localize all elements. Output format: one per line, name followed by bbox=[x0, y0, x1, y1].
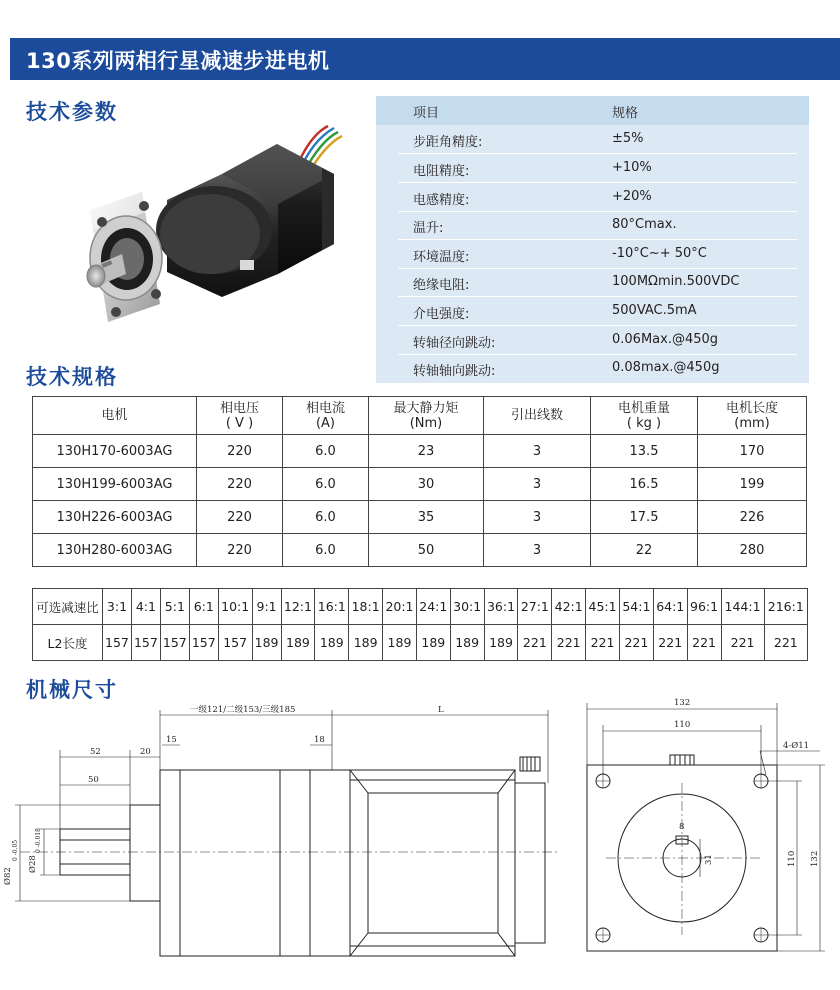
params-header-spec: 规格 bbox=[612, 106, 639, 121]
ratio-cell: 3:1 bbox=[103, 589, 132, 625]
param-value: 500VAC.5mA bbox=[612, 303, 697, 318]
ratio-cell: 12:1 bbox=[281, 589, 315, 625]
dim-18: 18 bbox=[314, 735, 325, 745]
length-cell: 189 bbox=[383, 625, 417, 661]
ratio-cell: 144:1 bbox=[721, 589, 764, 625]
spec-table-header bbox=[33, 397, 807, 435]
dim-d28: Ø28 bbox=[28, 855, 38, 873]
col-header-current: 相电流 (A) bbox=[283, 397, 369, 435]
params-header-item: 项目 bbox=[413, 106, 440, 121]
reducer-flange bbox=[130, 805, 160, 901]
table-row bbox=[33, 534, 807, 567]
params-row bbox=[376, 154, 809, 183]
cell-weight: 13.5 bbox=[591, 435, 698, 468]
table-row bbox=[33, 501, 807, 534]
length-cell: 221 bbox=[653, 625, 687, 661]
dim-31: 31 bbox=[704, 854, 714, 865]
length-cell: 157 bbox=[160, 625, 189, 661]
params-row bbox=[376, 297, 809, 326]
param-label: 介电强度: bbox=[413, 307, 470, 322]
dim-20: 20 bbox=[140, 747, 151, 757]
cell-weight: 17.5 bbox=[591, 501, 698, 534]
length-cell: 189 bbox=[484, 625, 518, 661]
params-row bbox=[376, 183, 809, 212]
params-header-row bbox=[376, 96, 809, 125]
ratio-cell: 96:1 bbox=[687, 589, 721, 625]
param-value: 80°Cmax. bbox=[612, 217, 677, 232]
dim-d82-tol: 0 -0.05 bbox=[12, 839, 19, 861]
ratio-cell: 18:1 bbox=[349, 589, 383, 625]
ratio-cell: 42:1 bbox=[552, 589, 586, 625]
motor-end-cap bbox=[515, 783, 545, 943]
length-cell: 189 bbox=[349, 625, 383, 661]
cell-weight: 16.5 bbox=[591, 468, 698, 501]
tech-specs-heading: 技术规格 bbox=[26, 365, 118, 389]
length-cell: 221 bbox=[518, 625, 552, 661]
col-header-leads: 引出线数 bbox=[484, 397, 591, 435]
dim-d28-tol: 0 -0.018 bbox=[35, 828, 42, 853]
cell-torque: 30 bbox=[369, 468, 484, 501]
page-title: 130系列两相行星减速步进电机 bbox=[26, 49, 330, 73]
length-cell: 189 bbox=[416, 625, 450, 661]
param-value: -10°C~+ 50°C bbox=[612, 246, 707, 261]
length-cell: 221 bbox=[687, 625, 721, 661]
param-label: 温升: bbox=[413, 221, 444, 236]
cell-voltage: 220 bbox=[197, 435, 283, 468]
cell-model: 130H199-6003AG bbox=[33, 468, 197, 501]
mechanical-drawing bbox=[0, 695, 840, 990]
length-cell: 221 bbox=[619, 625, 653, 661]
ratio-label: 可选减速比 bbox=[33, 589, 103, 625]
param-value: +10% bbox=[612, 160, 652, 175]
motor-photo bbox=[72, 122, 362, 347]
spec-table bbox=[32, 396, 807, 567]
params-panel bbox=[376, 96, 809, 383]
params-row bbox=[376, 354, 809, 383]
cell-length: 199 bbox=[698, 468, 807, 501]
ratio-cell: 10:1 bbox=[218, 589, 252, 625]
length-cell: 221 bbox=[721, 625, 764, 661]
cell-leads: 3 bbox=[484, 501, 591, 534]
dim-d82: Ø82 bbox=[3, 867, 13, 885]
dim-50: 50 bbox=[88, 775, 99, 785]
param-label: 步距角精度: bbox=[413, 135, 483, 150]
param-value: +20% bbox=[612, 189, 652, 204]
dim-110-top: 110 bbox=[674, 720, 691, 730]
dim-52: 52 bbox=[90, 747, 101, 757]
dim-132-top: 132 bbox=[674, 698, 691, 708]
cell-current: 6.0 bbox=[283, 501, 369, 534]
cell-torque: 50 bbox=[369, 534, 484, 567]
cell-length: 170 bbox=[698, 435, 807, 468]
ratio-cell: 45:1 bbox=[586, 589, 620, 625]
length-cell: 157 bbox=[131, 625, 160, 661]
param-label: 绝缘电阻: bbox=[413, 278, 470, 293]
ratio-cell: 216:1 bbox=[764, 589, 807, 625]
cell-model: 130H280-6003AG bbox=[33, 534, 197, 567]
cell-weight: 22 bbox=[591, 534, 698, 567]
col-header-torque: 最大静力矩 (Nm) bbox=[369, 397, 484, 435]
length-row bbox=[33, 625, 808, 661]
param-label: 电阻精度: bbox=[413, 164, 470, 179]
length-label: L2长度 bbox=[33, 625, 103, 661]
cell-voltage: 220 bbox=[197, 468, 283, 501]
cell-length: 280 bbox=[698, 534, 807, 567]
dim-L: L bbox=[438, 705, 444, 715]
gearbox-body bbox=[160, 770, 350, 956]
ratio-cell: 24:1 bbox=[416, 589, 450, 625]
dim-110-side: 110 bbox=[787, 850, 797, 867]
table-row bbox=[33, 468, 807, 501]
cell-voltage: 220 bbox=[197, 501, 283, 534]
tech-params-heading: 技术参数 bbox=[26, 100, 118, 124]
params-row bbox=[376, 211, 809, 240]
length-cell: 221 bbox=[764, 625, 807, 661]
ratio-cell: 6:1 bbox=[189, 589, 218, 625]
ratio-cell: 27:1 bbox=[518, 589, 552, 625]
ratio-cell: 5:1 bbox=[160, 589, 189, 625]
col-header-motor: 电机 bbox=[33, 397, 197, 435]
ratio-cell: 20:1 bbox=[383, 589, 417, 625]
cell-model: 130H226-6003AG bbox=[33, 501, 197, 534]
ratio-cell: 36:1 bbox=[484, 589, 518, 625]
param-label: 电感精度: bbox=[413, 193, 470, 208]
motor-body bbox=[350, 770, 515, 956]
length-cell: 157 bbox=[189, 625, 218, 661]
ratio-cell: 54:1 bbox=[619, 589, 653, 625]
length-cell: 189 bbox=[281, 625, 315, 661]
col-header-weight: 电机重量 ( kg ) bbox=[591, 397, 698, 435]
param-value: ±5% bbox=[612, 131, 644, 146]
dim-15: 15 bbox=[166, 735, 177, 745]
mech-dims-heading: 机械尺寸 bbox=[26, 678, 118, 702]
length-cell: 157 bbox=[103, 625, 132, 661]
col-header-voltage: 相电压 ( V ) bbox=[197, 397, 283, 435]
length-cell: 157 bbox=[218, 625, 252, 661]
param-label: 环境温度: bbox=[413, 250, 470, 265]
cell-leads: 3 bbox=[484, 435, 591, 468]
cell-leads: 3 bbox=[484, 468, 591, 501]
cell-torque: 23 bbox=[369, 435, 484, 468]
title-bar bbox=[10, 38, 840, 80]
ratio-cell: 4:1 bbox=[131, 589, 160, 625]
param-value: 100MΩmin.500VDC bbox=[612, 274, 740, 289]
table-row bbox=[33, 435, 807, 468]
ratio-cell: 16:1 bbox=[315, 589, 349, 625]
dim-holes: 4-Ø11 bbox=[783, 741, 810, 751]
cell-current: 6.0 bbox=[283, 468, 369, 501]
cell-voltage: 220 bbox=[197, 534, 283, 567]
cell-model: 130H170-6003AG bbox=[33, 435, 197, 468]
length-cell: 189 bbox=[450, 625, 484, 661]
param-value: 0.06Max.@450g bbox=[612, 332, 719, 347]
dim-key: 8 bbox=[679, 822, 685, 832]
ratio-table bbox=[32, 588, 808, 661]
cell-leads: 3 bbox=[484, 534, 591, 567]
param-value: 0.08max.@450g bbox=[612, 360, 720, 375]
cell-current: 6.0 bbox=[283, 534, 369, 567]
length-cell: 189 bbox=[315, 625, 349, 661]
col-header-length: 电机长度 (mm) bbox=[698, 397, 807, 435]
ratio-cell: 9:1 bbox=[252, 589, 281, 625]
length-cell: 189 bbox=[252, 625, 281, 661]
params-row bbox=[376, 326, 809, 355]
param-label: 转轴径向跳动: bbox=[413, 336, 496, 351]
param-label: 转轴轴向跳动: bbox=[413, 364, 496, 379]
cell-length: 226 bbox=[698, 501, 807, 534]
ratio-row bbox=[33, 589, 808, 625]
cell-torque: 35 bbox=[369, 501, 484, 534]
params-row bbox=[376, 240, 809, 269]
dim-132-side: 132 bbox=[810, 850, 820, 867]
dim-stage-lengths: 一级121/二级153/三级185 bbox=[190, 705, 296, 715]
length-cell: 221 bbox=[552, 625, 586, 661]
length-cell: 221 bbox=[586, 625, 620, 661]
cell-current: 6.0 bbox=[283, 435, 369, 468]
params-row bbox=[376, 125, 809, 154]
ratio-cell: 30:1 bbox=[450, 589, 484, 625]
params-row bbox=[376, 268, 809, 297]
ratio-cell: 64:1 bbox=[653, 589, 687, 625]
